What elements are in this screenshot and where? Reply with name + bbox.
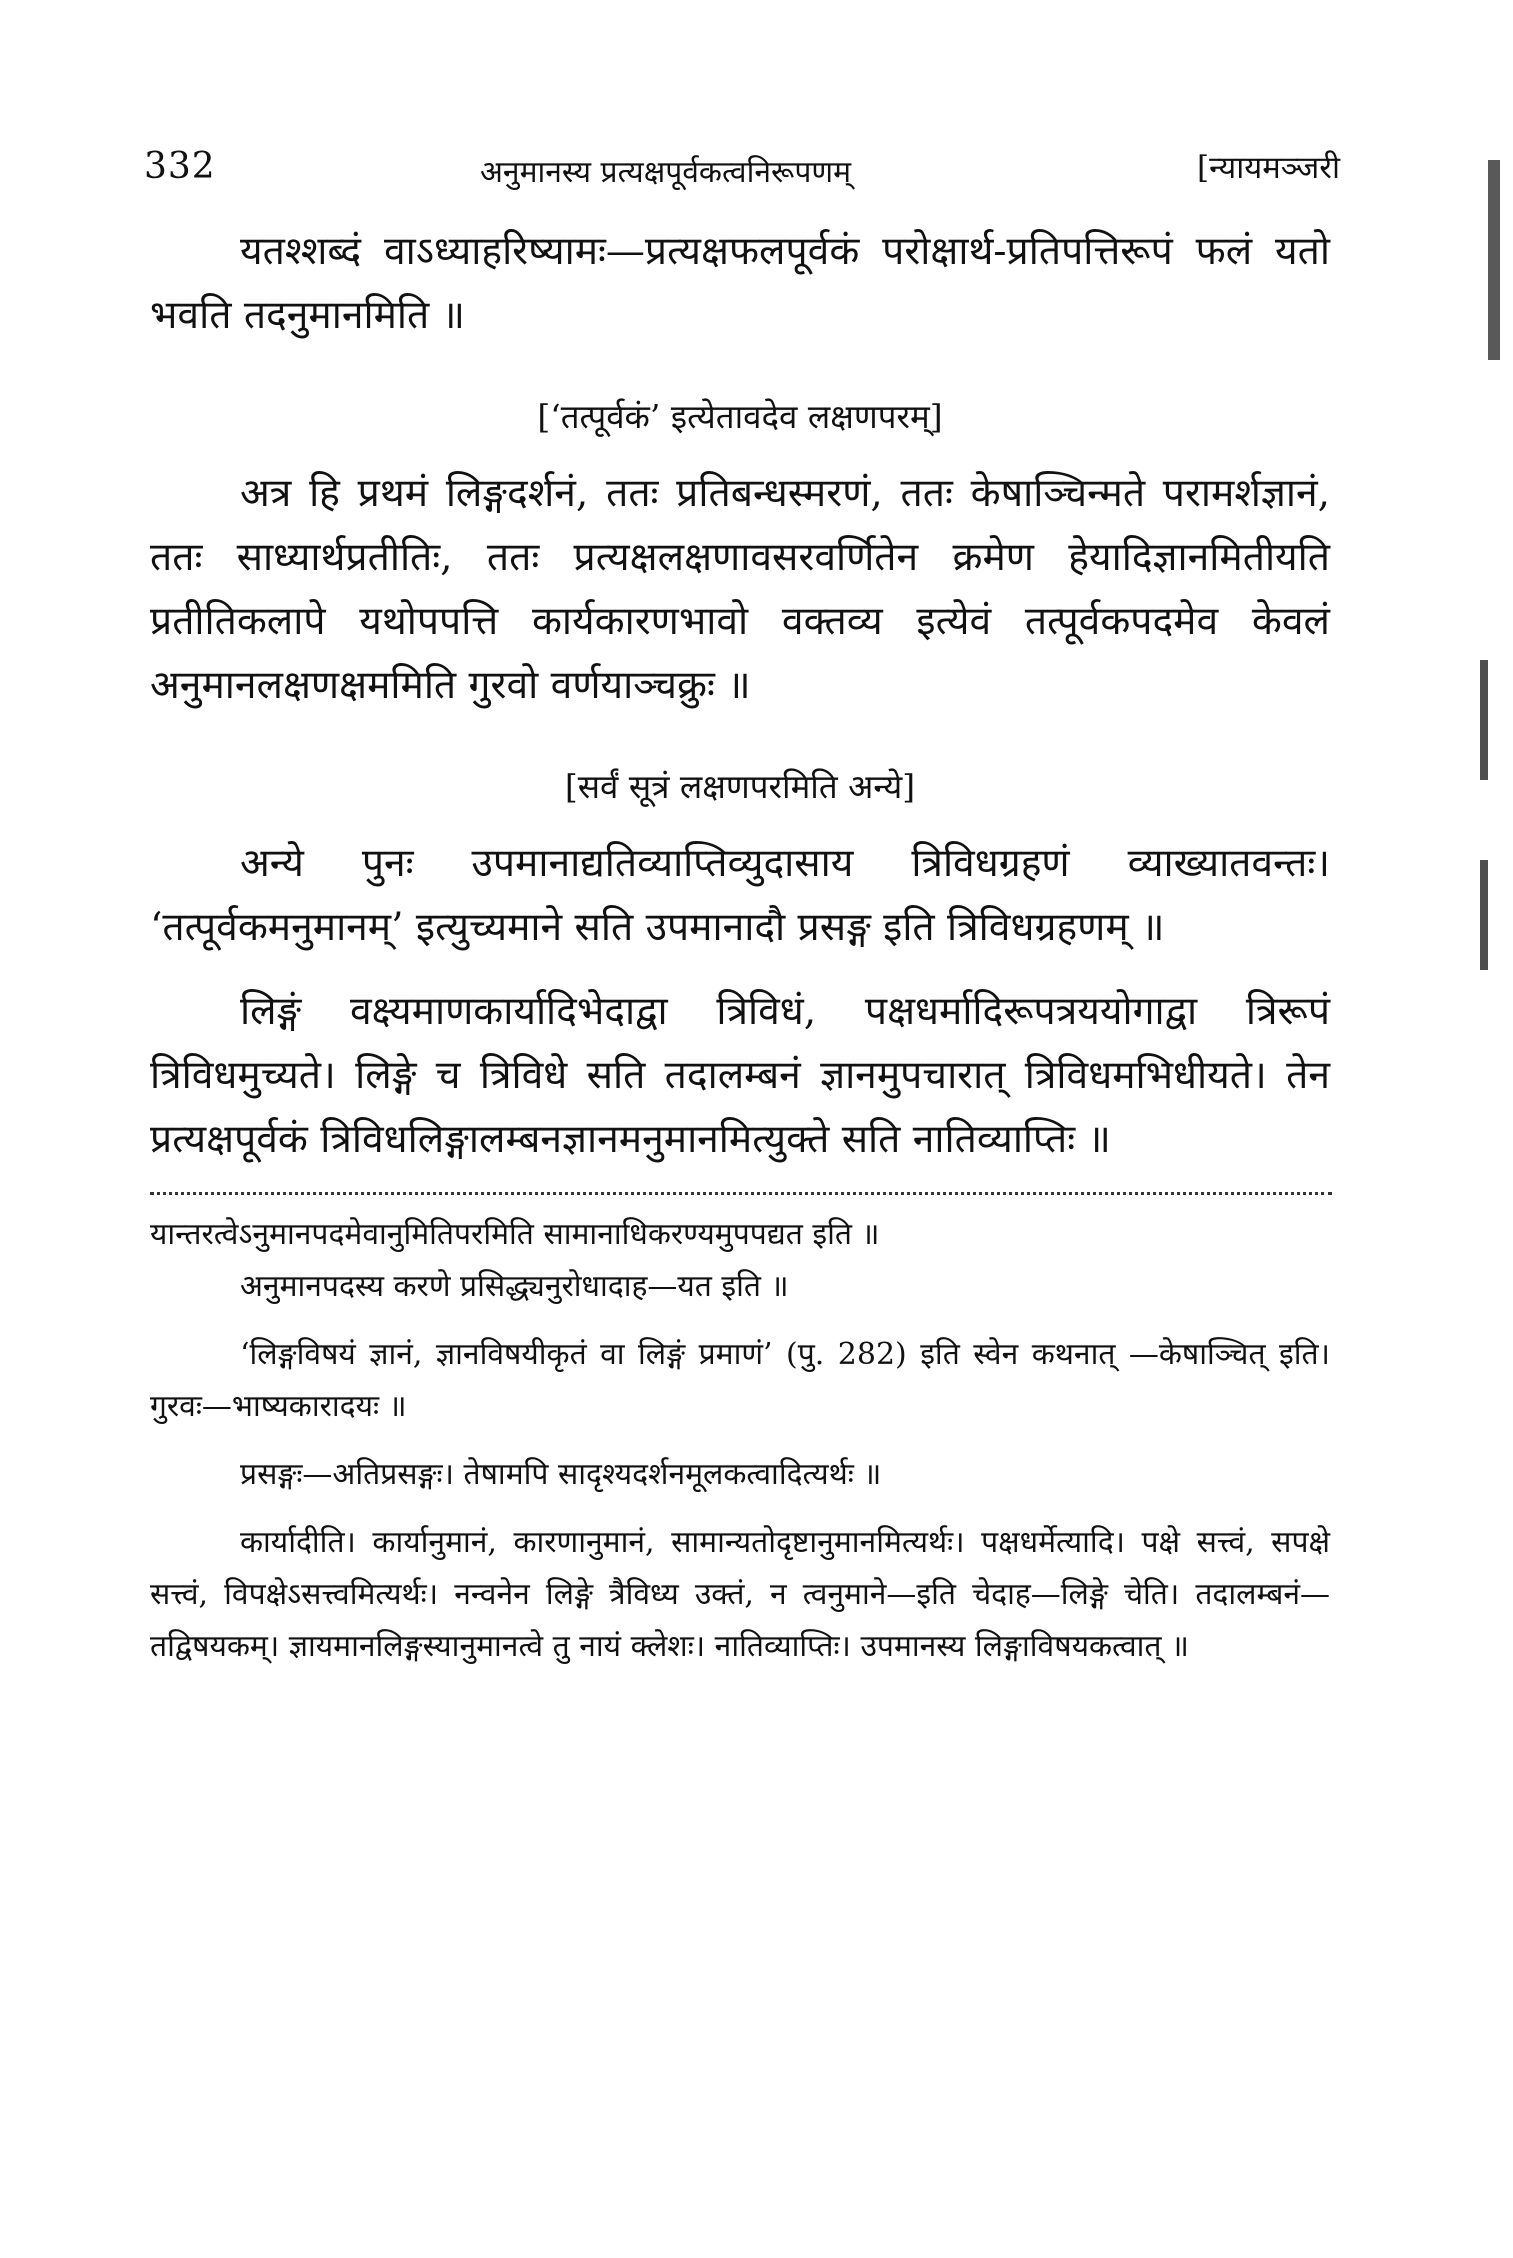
paragraph-1: यतश्शब्दं वाऽध्याहरिष्यामः—प्रत्यक्षफलपूर्वकं परोक्षार्थ-प्रतिपत्तिरूपं फलं यतो भवति तदनुमानमिति ॥ [150, 229, 1330, 338]
footnote-5: कार्यादीति। कार्यानुमानं, कारणानुमानं, सामान्यतोदृष्टानुमानमित्यर्थः। पक्षधर्मेत्यादि। पक्षे सत्त्वं, सपक्षे सत्त्वं, विपक्षेऽसत्त्वमित्यर्थः। नन्वनेन लिङ्गे त्रैविध्य उक्तं, न त्वनुमाने—इति चेदाह—लिङ्गे चेति। तदालम्बनं—तद्विषयकम्। ज्ञायमानलिङ्गस्यानुमानत्वे तु नायं क्लेशः। नातिव्याप्तिः। उपमानस्य लिङ्गाविषयकत्वात् ॥ [150, 1525, 1330, 1664]
paragraph-3: अन्ये पुनः उपमानाद्यतिव्याप्तिव्युदासाय त्रिविधग्रहणं व्याख्यातवन्तः। ‘तत्पूर्वकमनुमानम्’ इत्युच्यमाने सति उपमानादौ प्रसङ्ग इति त्रिविधग्रहणम् ॥ [150, 841, 1330, 950]
footnote-1: यान्तरत्वेऽनुमानपदमेवानुमितिपरमिति सामानाधिकरण्यमुपपद्यत इति ॥ [150, 1217, 880, 1252]
footnote-4: प्रसङ्गः—अतिप्रसङ्गः। तेषामपि सादृश्यदर्शनमूलकत्वादित्यर्थः ॥ [240, 1457, 882, 1492]
page-header [144, 140, 1340, 200]
paragraph-2: अत्र हि प्रथमं लिङ्गदर्शनं, ततः प्रतिबन्धस्मरणं, ततः केषाञ्चिन्मते परामर्शज्ञानं, ततः साध्यार्थप्रतीतिः, ततः प्रत्यक्षलक्षणावसरवर्णितेन क्रमेण हेयादिज्ञानमितीयति प्रतीतिकलापे यथोपपत्ति कार्यकारणभावो वक्तव्य इत्येवं तत्पूर्वकपदमेव केवलं अनुमानलक्षणक्षममिति गुरवो वर्णयाञ्चक्रुः ॥ [150, 471, 1330, 708]
section-heading-1: [‘तत्पूर्वकं’ इत्येतावदेव लक्षणपरम्] [537, 397, 943, 436]
running-title: अनुमानस्य प्रत्यक्षपूर्वकत्वनिरूपणम् [480, 155, 852, 190]
section-heading-2: [सर्वं सूत्रं लक्षणपरमिति अन्ये] [564, 767, 916, 806]
book-title: [न्यायमञ्जरी [1197, 150, 1340, 186]
footnote-2: अनुमानपदस्य करणे प्रसिद्ध्यनुरोधादाह—यत इति ॥ [240, 1269, 789, 1304]
paragraph-4: लिङ्गं वक्ष्यमाणकार्यादिभेदाद्वा त्रिविधं, पक्षधर्मादिरूपत्रययोगाद्वा त्रिरूपं त्रिविधमुच्यते। लिङ्गे च त्रिविधे सति तदालम्बनं ज्ञानमुपचारात् त्रिविधमभिधीयते। तेन प्रत्यक्षपूर्वकं त्रिविधलिङ्गालम्बनज्ञानमनुमानमित्युक्ते सति नातिव्याप्तिः ॥ [150, 989, 1330, 1162]
scan-edge-mark-2 [1480, 660, 1488, 780]
scan-edge-mark-3 [1480, 860, 1488, 970]
page-number: 332 [144, 146, 216, 187]
document-page [144, 140, 1340, 1673]
scan-edge-mark-1 [1488, 160, 1500, 360]
footnote-3: ‘लिङ्गविषयं ज्ञानं, ज्ञानविषयीकृतं वा लिङ्गं प्रमाणं’ (पु. 282) इति स्वेन कथनात् —केषाञ्चित् इति। गुरवः—भाष्यकारादयः ॥ [150, 1337, 1330, 1424]
footnote-divider [150, 1192, 1332, 1195]
